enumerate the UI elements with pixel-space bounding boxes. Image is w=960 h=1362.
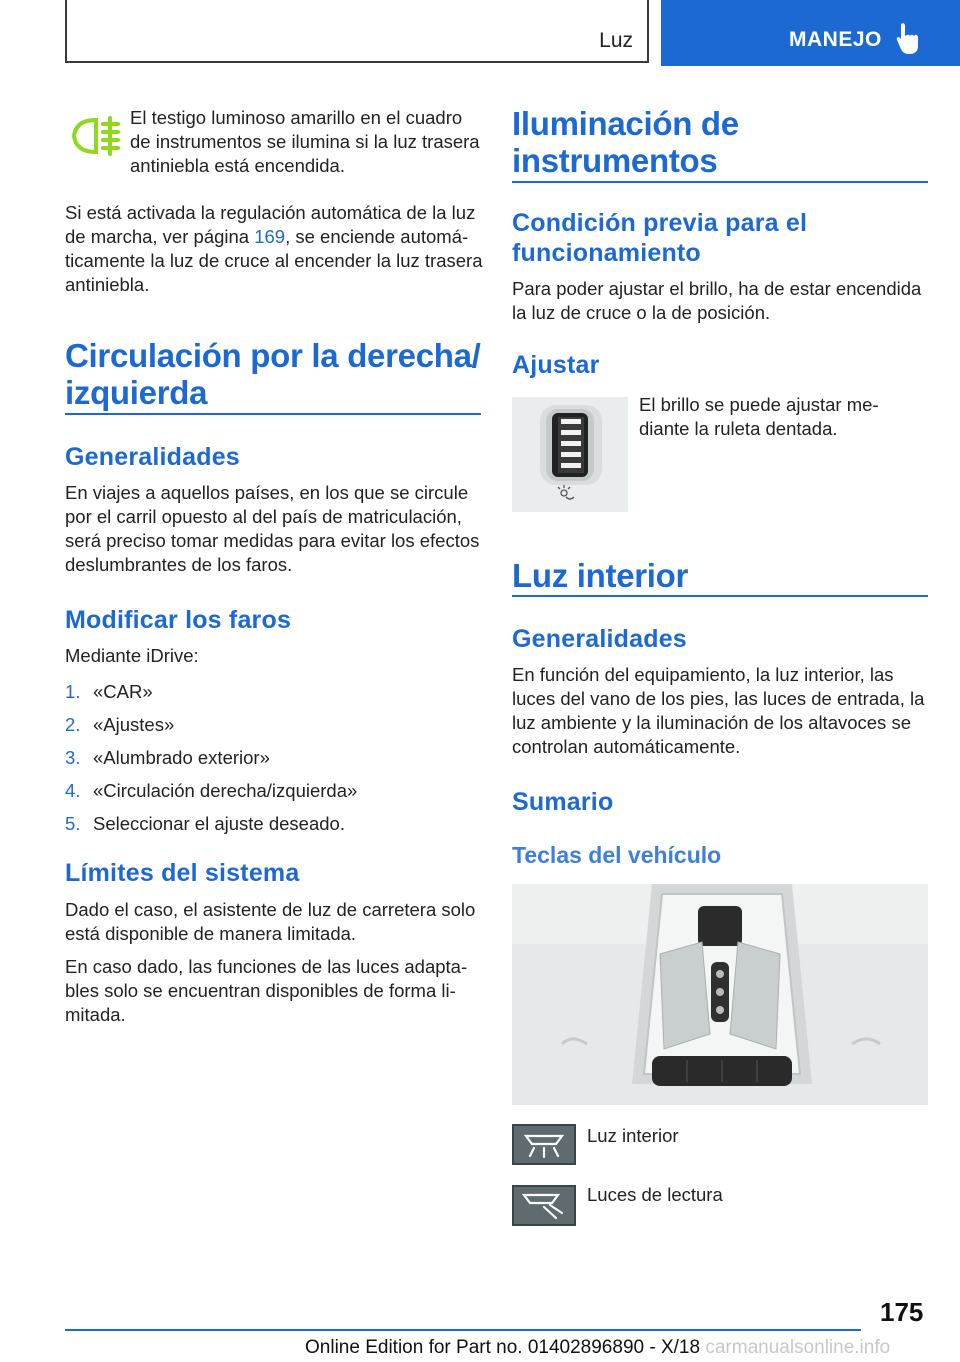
heading-modificar-faros: Modificar los faros <box>65 606 292 634</box>
paragraph-condicion: Para poder ajustar el brillo, ha de estar encendida la luz de cruce o la de posición. <box>512 278 922 323</box>
auto-light-paragraph <box>65 201 483 297</box>
heading-generalidades-right: Generalidades <box>512 625 687 653</box>
list-item <box>65 812 483 845</box>
step-number: 4. <box>65 780 81 801</box>
paragraph-generalidades-right: En función del equipamiento, la luz interior, las luces del vano de los pies, las luces de entrada, la luz ambiente y la iluminación de los altavoces se controlan automáticamente. <box>512 664 925 757</box>
overhead-console-image <box>512 884 928 1105</box>
heading-rule <box>512 595 928 597</box>
heading-teclas: Teclas del vehículo <box>512 842 722 868</box>
header-chapter-tab[interactable] <box>661 0 960 66</box>
heading-limites: Límites del sistema <box>65 859 300 887</box>
key-label-interior: Luz interior <box>587 1125 679 1146</box>
heading-condicion: Condición previa para el funcionamiento <box>512 209 808 267</box>
step-text: «Alumbrado exterior» <box>93 747 270 768</box>
heading-rule <box>65 413 481 415</box>
edition-text: Online Edition for Part no. 01402896890 - X/18 <box>305 1337 701 1358</box>
heading-rule <box>512 181 928 183</box>
footer-rule <box>65 1329 861 1331</box>
paragraph-ajustar: El brillo se puede ajustar mediante la ruleta dentada. <box>639 394 879 439</box>
page-number: 175 <box>880 1297 924 1327</box>
list-item <box>65 680 483 713</box>
list-item <box>65 746 483 779</box>
step-text: «Circulación derecha/izquierda» <box>93 780 358 801</box>
key-label-lectura: Luces de lectura <box>587 1184 723 1205</box>
heading-circulacion: Circulación por la derecha/ izquierda <box>65 337 481 411</box>
step-text: «Ajustes» <box>93 714 175 735</box>
page-reference-link[interactable]: 169 <box>254 226 286 247</box>
indicator-description: El testigo luminoso amarillo en el cuadro de instrumentos se ilumina si la luz trasera antiniebla está encendida. <box>130 107 480 176</box>
paragraph-limites-2: En caso dado, las funciones de las luces adaptables solo se encuentran disponibles de forma limitada. <box>65 956 468 1025</box>
reading-light-key-icon <box>512 1185 576 1226</box>
dimmer-wheel-image <box>512 397 628 512</box>
list-item <box>65 713 483 746</box>
heading-iluminacion: Iluminación de instrumentos <box>512 105 739 179</box>
auto-para-before: Si está activada la regulación automática de la luz de marcha, ver página <box>65 202 476 247</box>
step-text: «CAR» <box>93 681 153 702</box>
rear-fog-light-icon <box>66 114 122 158</box>
interior-light-key-icon <box>512 1124 576 1165</box>
pointing-hand-icon <box>895 22 923 56</box>
header-section-title: Luz <box>599 29 633 52</box>
step-number: 5. <box>65 813 81 834</box>
footer-edition-line <box>305 1337 890 1359</box>
watermark-text: carmanualsonline.info <box>705 1337 891 1358</box>
step-text: Seleccionar el ajuste deseado. <box>93 813 345 834</box>
steps-list <box>65 680 483 845</box>
header-chapter-title: MANEJO <box>789 28 882 51</box>
heading-generalidades-left: Generalidades <box>65 443 240 471</box>
step-number: 1. <box>65 681 81 702</box>
paragraph-generalidades-left: En viajes a aquellos países, en los que se circule por el carril opuesto al del país de matriculación, será preciso tomar medidas para evitar los efectos deslumbrantes de los faros. <box>65 482 480 575</box>
heading-ajustar: Ajustar <box>512 351 600 379</box>
auto-para-after: , se enciende automáticamente la luz de cruce al encender la luz trasera antiniebla. <box>65 226 483 295</box>
heading-sumario: Sumario <box>512 788 614 816</box>
step-number: 3. <box>65 747 81 768</box>
step-number: 2. <box>65 714 81 735</box>
heading-luz-interior: Luz interior <box>512 557 689 594</box>
header-section-box <box>65 0 649 63</box>
paragraph-limites-1: Dado el caso, el asistente de luz de carretera solo está disponible de manera limitada. <box>65 899 476 944</box>
list-item <box>65 779 483 812</box>
paragraph-mediante: Mediante iDrive: <box>65 645 199 666</box>
